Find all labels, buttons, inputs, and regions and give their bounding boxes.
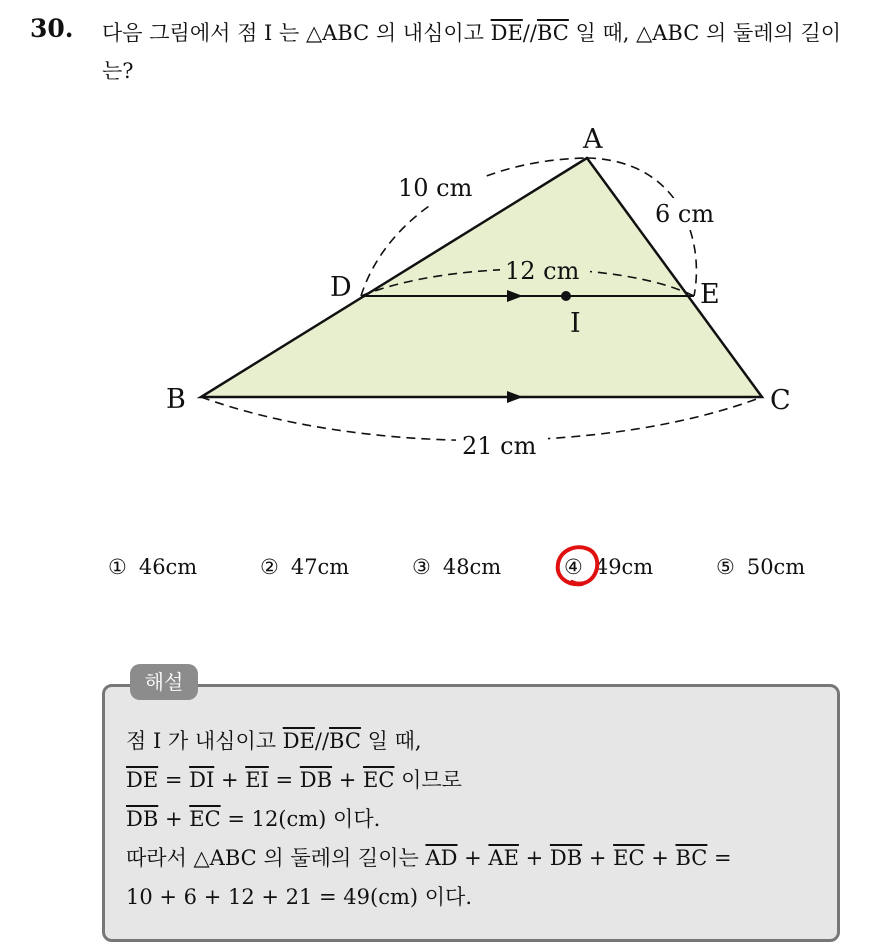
measure-ad: 10 cm (398, 174, 473, 202)
label-a: A (583, 124, 603, 155)
label-i: I (570, 308, 581, 339)
label-c: C (770, 385, 791, 416)
answer-circle-mark (552, 540, 608, 592)
label-d: D (330, 272, 352, 303)
measure-bc: 21 cm (462, 432, 537, 460)
choice-1[interactable]: ① 46cm (108, 555, 198, 579)
solution-line-4: 따라서 △ABC 의 둘레의 길이는 $\overline{AD} + \overline{AE} + \overline{DB} + \overline{EC} + \overline{BC}$ = (126, 846, 732, 870)
choice-2[interactable]: ② 47cm (260, 555, 350, 579)
solution-label: 해설 (130, 664, 198, 700)
measure-ae: 6 cm (655, 200, 715, 228)
choice-5[interactable]: ⑤ 50cm (716, 555, 806, 579)
incenter-point (561, 291, 571, 301)
solution-line-1: 점 I 가 내심이고 $\overline{DE}//\overline{BC}$ 일 때, (126, 729, 422, 753)
segment-de: $\overline{DE}$ (490, 21, 523, 45)
measure-de: 12 cm (505, 257, 580, 285)
label-e: E (700, 279, 720, 310)
solution-line-2: $\overline{DE} = \overline{DI} + \overline{EI} = \overline{DB} + \overline{EC}$ 이므로 (126, 768, 462, 792)
choice-4[interactable]: ④ 49cm (564, 555, 654, 579)
choice-3[interactable]: ③ 48cm (412, 555, 502, 579)
solution-body (126, 722, 832, 917)
question-text: 다음 그림에서 점 I 는 △ABC 의 내심이고 $\overline{DE}//\overline{BC}$ 일 때, △ABC 의 둘레의 길이는? (102, 21, 842, 83)
solution-line-5: 10 + 6 + 12 + 21 = 49(cm) 이다. (126, 885, 473, 909)
segment-bc: $\overline{BC}$ (536, 21, 569, 45)
question-number: 30. (30, 14, 74, 43)
solution-line-3: $\overline{DB} + \overline{EC} = 12(cm)$ 이다. (126, 807, 381, 831)
label-b: B (166, 384, 186, 415)
triangle-figure (0, 110, 884, 490)
